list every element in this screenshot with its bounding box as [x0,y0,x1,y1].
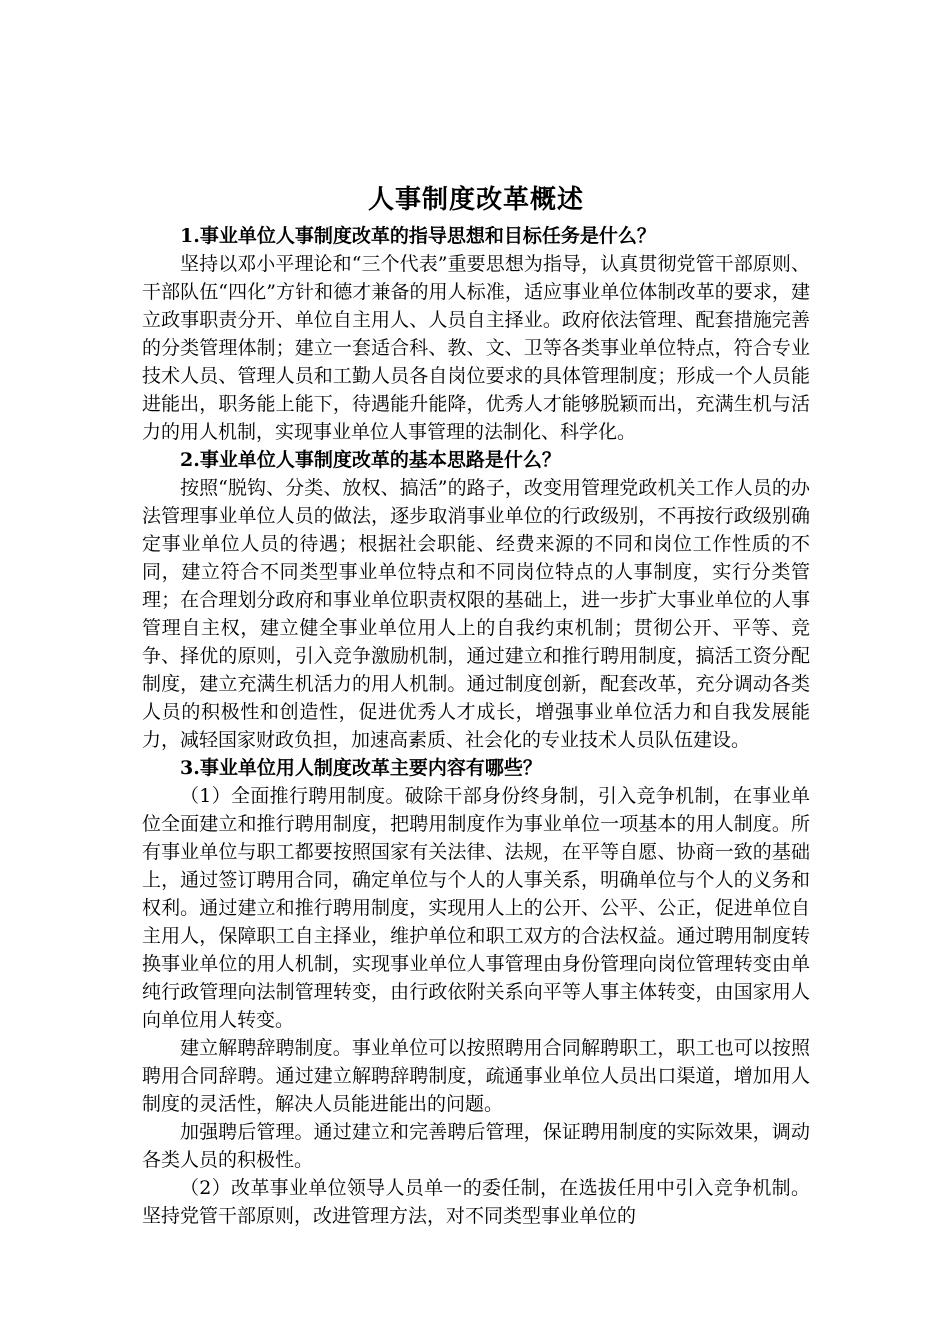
section-3-paragraph-2: 建立解聘辞聘制度。事业单位可以按照聘用合同解聘职工，职工也可以按照聘用合同辞聘。通过建立解聘辞聘制度，疏通事业单位人员出口渠道，增加用人制度的灵活性，解决人员能进能出的问题。 [142,1037,810,1115]
section-3-paragraph-4: （2）改革事业单位领导人员单一的委任制，在选拔任用中引入竞争机制。坚持党管干部原则，改进管理方法，对不同类型事业单位的 [142,1177,810,1227]
section-1-question: 1.事业单位人事制度改革的指导思想和目标任务是什么？ [180,225,656,247]
section-3-question: 3.事业单位用人制度改革主要内容有哪些？ [180,757,542,779]
document-title: 人事制度改革概述 [367,185,584,215]
section-3-paragraph-1: （1）全面推行聘用制度。破除干部身份终身制，引入竞争机制，在事业单位全面建立和推行聘用制度，把聘用制度作为事业单位一项基本的用人制度。所有事业单位与职工都要按照国家有关法律、法规，在平等自愿、协商一致的基础上，通过签订聘用合同，确定单位与个人的人事关系，明确单位与个人的义务和权利。通过建立和推行聘用制度，实现用人上的公开、公平、公正，促进单位自主用人，保障职工自主择业，维护单位和职工双方的合法权益。通过聘用制度转换事业单位的用人机制，实现事业单位人事管理由身份管理向岗位管理转变由单纯行政管理向法制管理转变，由行政依附关系向平等人事主体转变，由国家用人向单位用人转变。 [142,785,810,1031]
section-3-paragraph-3: 加强聘后管理。通过建立和完善聘后管理，保证聘用制度的实际效果，调动各类人员的积极性。 [142,1121,810,1171]
section-2-paragraph-1: 按照“脱钩、分类、放权、搞活”的路子，改变用管理党政机关工作人员的办法管理事业单位人员的做法，逐步取消事业单位的行政级别，不再按行政级别确定事业单位人员的待遇；根据社会职能、经费来源的不同和岗位工作性质的不同，建立符合不同类型事业单位特点和不同岗位特点的人事制度，实行分类管理；在合理划分政府和事业单位职责权限的基础上，进一步扩大事业单位的人事管理自主权，建立健全事业单位用人上的自我约束机制；贯彻公开、平等、竞争、择优的原则，引入竞争激励机制，通过建立和推行聘用制度，搞活工资分配制度，建立充满生机活力的用人机制。通过制度创新，配套改革，充分调动各类人员的积极性和创造性，促进优秀人才成长，增强事业单位活力和自我发展能力，减轻国家财政负担，加速高素质、社会化的专业技术人员队伍建设。 [142,477,810,751]
section-2-question: 2.事业单位人事制度改革的基本思路是什么？ [180,449,561,471]
document-body [142,178,810,1230]
section-1-paragraph-1: 坚持以邓小平理论和“三个代表”重要思想为指导，认真贯彻党管干部原则、干部队伍“四化”方针和德才兼备的用人标准，适应事业单位体制改革的要求，建立政事职责分开、单位自主用人、人员自主择业。政府依法管理、配套措施完善的分类管理体制；建立一套适合科、教、文、卫等各类事业单位特点，符合专业技术人员、管理人员和工勤人员各自岗位要求的具体管理制度；形成一个人员能进能出，职务能上能下，待遇能升能降，优秀人才能够脱颖而出，充满生机与活力的用人机制，实现事业单位人事管理的法制化、科学化。 [142,253,810,443]
